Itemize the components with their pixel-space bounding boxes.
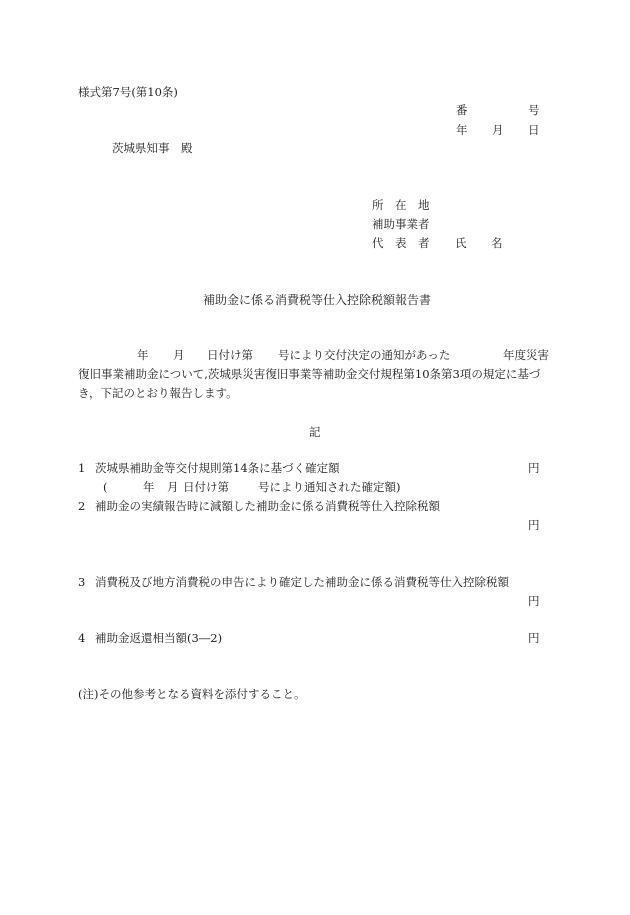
item-4-number: 4: [78, 631, 86, 645]
address-label: 所 在 地: [372, 198, 430, 212]
item-1-sub-open-paren: (: [103, 480, 108, 494]
name-label-mei: 名: [491, 236, 503, 250]
item-1-sub-notice: 号により通知された確定額): [258, 480, 401, 494]
name-label-shi: 氏: [455, 236, 467, 250]
item-1-sub-day: 日付け第: [183, 480, 229, 494]
date-month-label: 月: [492, 123, 504, 137]
item-1-sub-month: 月: [167, 480, 179, 494]
addressee: 茨城県知事 殿: [112, 141, 193, 155]
ki-heading: 記: [309, 425, 321, 439]
body-line1-year: 年: [137, 348, 149, 362]
footnote: (注)その他参考となる資料を添付すること。: [78, 687, 306, 701]
date-year-label: 年: [456, 123, 468, 137]
item-2-number: 2: [78, 499, 86, 513]
item-2-text: 補助金の実績報告時に減額した補助金に係る消費税等仕入控除税額: [95, 499, 440, 513]
document-number-label-ban: 番: [456, 103, 468, 117]
business-operator-label: 補助事業者: [372, 217, 430, 231]
item-1-unit: 円: [528, 461, 540, 475]
item-1-sub-year: 年: [143, 480, 155, 494]
body-line2: 復旧事業補助金について,茨城県災害復旧事業等補助金交付規程第10条第3項の規定に基づ: [78, 367, 541, 381]
item-1-text: 茨城県補助金等交付規則第14条に基づく確定額: [95, 461, 340, 475]
body-line3: き，下記のとおり報告します。: [78, 386, 238, 400]
representative-label: 代 表 者: [372, 236, 430, 250]
document-title: 補助金に係る消費税等仕入控除税額報告書: [203, 293, 432, 307]
item-1-number: 1: [78, 461, 86, 475]
item-4-unit: 円: [528, 631, 540, 645]
form-number: 様式第7号(第10条): [78, 85, 178, 99]
item-3-unit: 円: [528, 594, 540, 608]
body-line1-notice: 号により交付決定の通知があった: [278, 348, 451, 362]
body-line1-day: 日付け第: [207, 348, 253, 362]
document-number-label-go: 号: [528, 103, 540, 117]
item-4-text: 補助金返還相当額(3―2): [95, 631, 223, 645]
item-2-unit: 円: [528, 518, 540, 532]
body-line1-month: 月: [173, 348, 185, 362]
item-3-text: 消費税及び地方消費税の申告により確定した補助金に係る消費税等仕入控除税額: [95, 575, 509, 589]
body-line1-fiscal-year: 年度災害: [503, 348, 549, 362]
item-3-number: 3: [78, 575, 86, 589]
date-day-label: 日: [528, 123, 540, 137]
